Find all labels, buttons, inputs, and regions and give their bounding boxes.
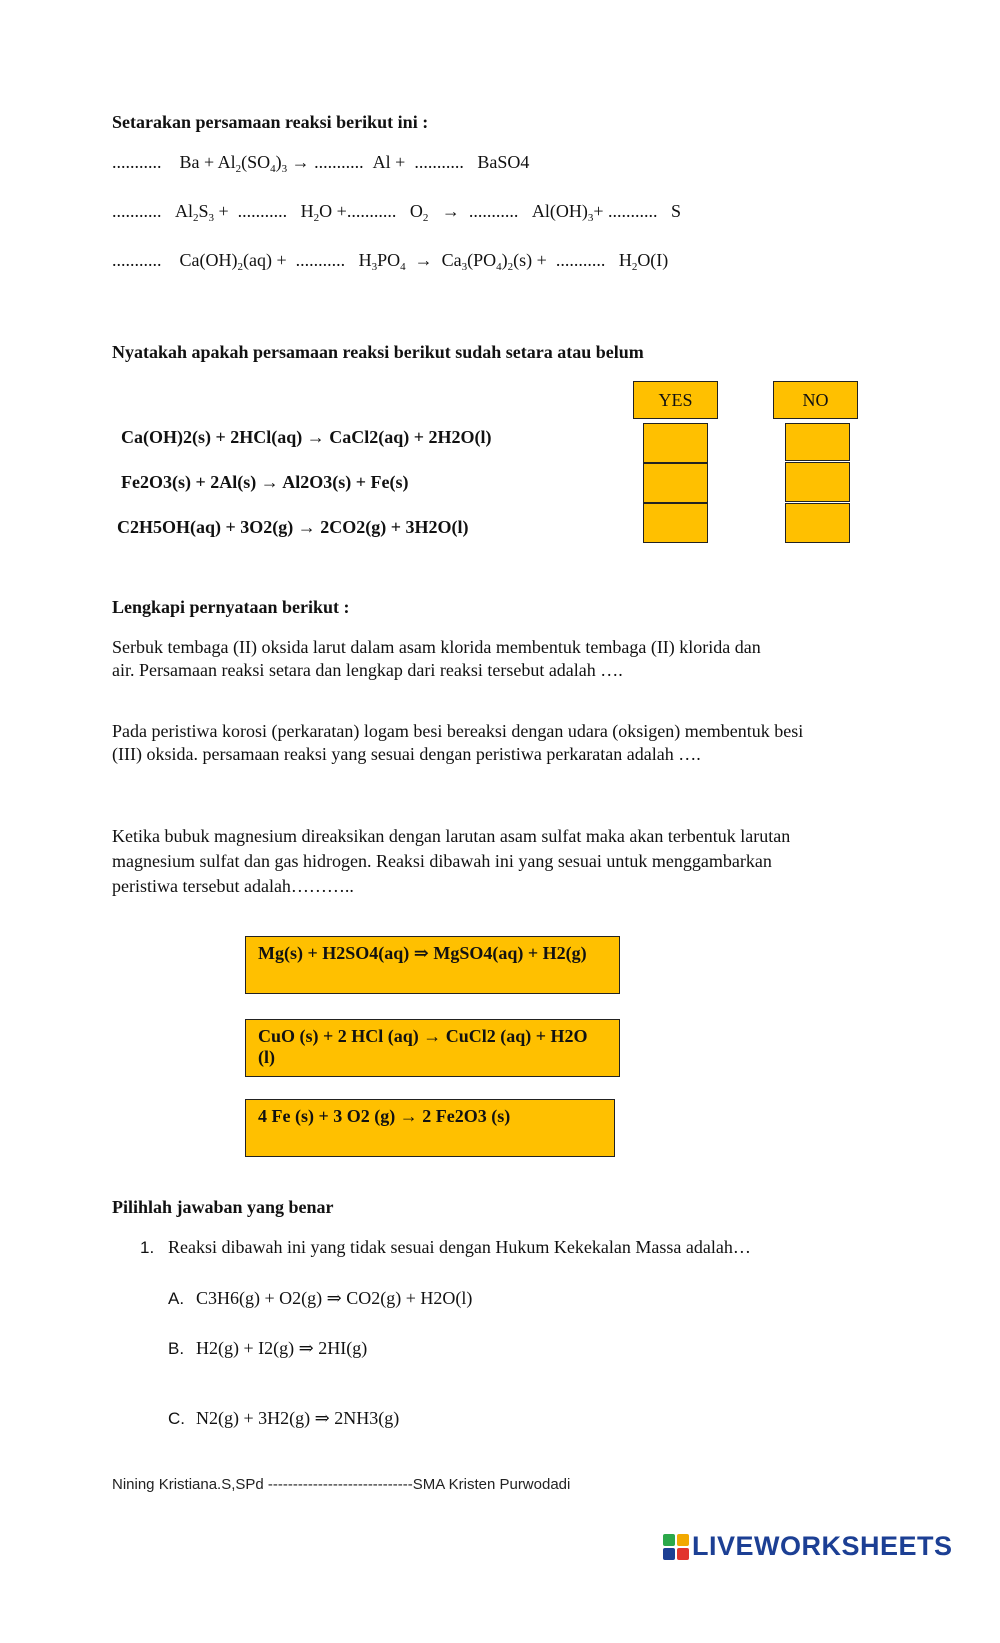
question-text: Reaksi dibawah ini yang tidak sesuai dengan Hukum Kekekalan Massa adalah… [168, 1237, 751, 1257]
section2-heading: Nyatakah apakah persamaan reaksi berikut sudah setara atau belum [112, 342, 644, 362]
balance-row-1: Ca(OH)2(s) + 2HCl(aq) → CaCl2(aq) + 2H2O(l) [121, 427, 492, 447]
question-number: 1. [140, 1238, 155, 1257]
choice-a-letter[interactable]: A. [168, 1289, 185, 1308]
choice-a-text[interactable]: C3H6(g) + O2(g) ⇒ CO2(g) + H2O(l) [196, 1288, 473, 1308]
yes-answer-box-2[interactable] [643, 463, 708, 503]
section4-heading: Pilihlah jawaban yang benar [112, 1197, 334, 1217]
yes-answer-box-3[interactable] [643, 503, 708, 543]
choice-b-letter[interactable]: B. [168, 1339, 185, 1358]
statement-3: Ketika bubuk magnesium direaksikan dengan larutan asam sulfat maka akan terbentuk larutan magnesium sulfat dan gas hidrogen. Reaksi dibawah ini yang sesuai untuk menggambarkan peristiwa tersebut adalah……….. [112, 826, 791, 896]
balance-row-3: C2H5OH(aq) + 3O2(g) → 2CO2(g) + 3H2O(l) [117, 517, 469, 537]
option-box-3[interactable]: 4 Fe (s) + 3 O2 (g) → 2 Fe2O3 (s) [245, 1099, 615, 1157]
statement-1: Serbuk tembaga (II) oksida larut dalam asam klorida membentuk tembaga (II) klorida dan air. Persamaan reaksi setara dan lengkap dari reaksi tersebut adalah …. [112, 637, 761, 680]
option-box-2[interactable]: CuO (s) + 2 HCl (aq) → CuCl2 (aq) + H2O (l) [245, 1019, 620, 1077]
choice-b-text[interactable]: H2(g) + I2(g) ⇒ 2HI(g) [196, 1338, 368, 1358]
liveworksheets-logo-text: LIVEWORKSHEETS [692, 1531, 953, 1561]
liveworksheets-logo-icon [663, 1534, 689, 1560]
no-answer-box-3[interactable] [785, 503, 850, 543]
no-answer-box-1[interactable] [785, 423, 850, 461]
statement-2: Pada peristiwa korosi (perkaratan) logam besi bereaksi dengan udara (oksigen) membentuk besi (III) oksida. persamaan reaksi yang sesuai dengan peristiwa perkaratan adalah …. [112, 721, 804, 764]
equation-3: ........... Ca(OH)2(aq) + ........... H3PO4 → Ca3(PO4)2(s) + ........... H2O(I) [112, 250, 669, 273]
yes-answer-box-1[interactable] [643, 423, 708, 463]
section1-heading: Setarakan persamaan reaksi berikut ini : [112, 112, 429, 132]
no-answer-box-2[interactable] [785, 462, 850, 502]
no-label: NO [773, 381, 858, 419]
yes-label: YES [633, 381, 718, 419]
choice-c-text[interactable]: N2(g) + 3H2(g) ⇒ 2NH3(g) [196, 1408, 400, 1428]
page-footer: Nining Kristiana.S,SPd -----------------------------SMA Kristen Purwodadi [112, 1476, 571, 1493]
equation-2: ........... Al2S3 + ........... H2O +........... O2 → ........... Al(OH)3+ ........... S [112, 201, 681, 224]
option-box-1[interactable]: Mg(s) + H2SO4(aq) ⇒ MgSO4(aq) + H2(g) [245, 936, 620, 994]
choice-c-letter[interactable]: C. [168, 1409, 185, 1428]
section3-heading: Lengkapi pernyataan berikut : [112, 597, 350, 617]
balance-row-2: Fe2O3(s) + 2Al(s) → Al2O3(s) + Fe(s) [121, 472, 409, 492]
equation-1: ........... Ba + Al2(SO4)3 → ........... Al + ........... BaSO4 [112, 152, 530, 175]
